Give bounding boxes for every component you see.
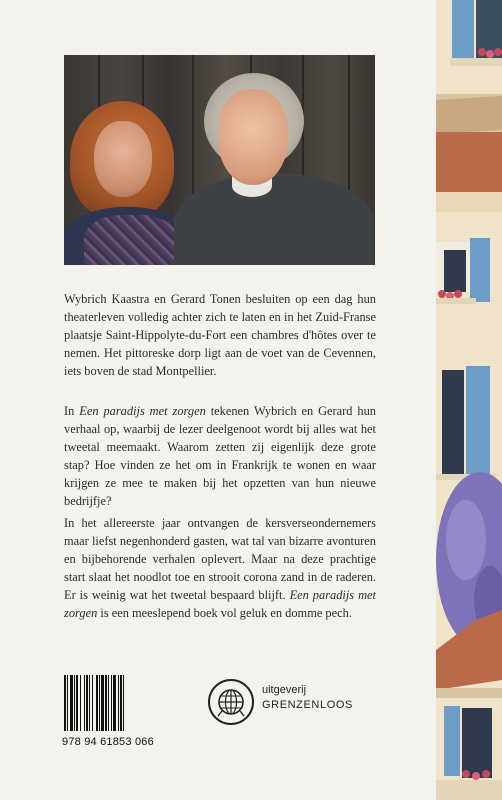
man-face [218,89,288,185]
barcode-bar [74,675,75,731]
barcode-bar [113,675,116,731]
blurb-text: In het allereerste jaar ontvangen de kersverseondernemers maar liefst negenhonderd gasten, wat tal van bizarre avonturen en bijbehorende verhalen oplevert. Maar na deze prachtige start slaat het noodlot toe en strooit corona zand in de raderen. Er is weinig wat het tweetal bespaard blijft. [64,516,376,602]
blurb-text: is een meeslepend boek vol geluk en domme pech. [100,606,352,620]
barcode-bar [101,675,104,731]
blurb-paragraph-2 [64,402,376,510]
author-photo [64,55,375,265]
barcode-bar [92,675,93,731]
barcode-bar [70,675,73,731]
isbn-number: 978 94 61853 066 [62,736,154,748]
woman-patterned-top [84,215,178,265]
barcode-bar [86,675,88,731]
blurb-text: In [64,404,75,418]
woman-face [94,121,152,197]
barcode-bar [96,675,98,731]
barcode-bar [118,675,119,731]
blurb-paragraph-3 [64,514,376,622]
man-sweater [174,173,374,265]
barcode-bar [108,675,109,731]
book-title-italic: Een paradijs met zorgen [64,588,376,620]
book-title-italic: Een paradijs met zorgen [79,404,206,418]
barcode-bar [99,675,100,731]
barcode-bar [105,675,107,731]
publisher-name-line2: GRENZENLOOS [262,699,353,711]
facade-illustration [436,0,502,800]
barcode-bar [89,675,90,731]
barcode-bar [84,675,85,731]
barcode-bar [111,675,112,731]
blurb-paragraph-1: Wybrich Kaastra en Gerard Tonen besluiten op een dag hun theaterleven volledig achter zich te laten en in het Zuid-Franse plaatsje Saint-Hippolyte-du-Fort een chambres d'hôtes over te nemen. Het pittoreske dorp ligt aan de voet van de Cevennen, iets boven de stad Montpellier. [64,292,376,378]
isbn-barcode [64,675,162,733]
barcode-bar [80,675,81,731]
publisher-name-line1: uitgeverij [262,684,307,696]
barcode-bar [76,675,78,731]
barcode-bar [120,675,122,731]
barcode-bar [123,675,124,731]
blurb-text: tekenen Wybrich en Gerard hun verhaal op, waarbij de lezer deelgenoot wordt bij alles wat het tweetal meemaakt. Waarom zetten zij eigenlijk deze grote stap? Hoe vinden ze het om in Frankrijk te wonen en waar krijgen ze mee te maken bij het opzetten van hun nieuwe bedrijfje? [64,404,376,508]
barcode-bar [64,675,66,731]
publisher-globe-icon [208,679,254,725]
barcode-bar [67,675,68,731]
